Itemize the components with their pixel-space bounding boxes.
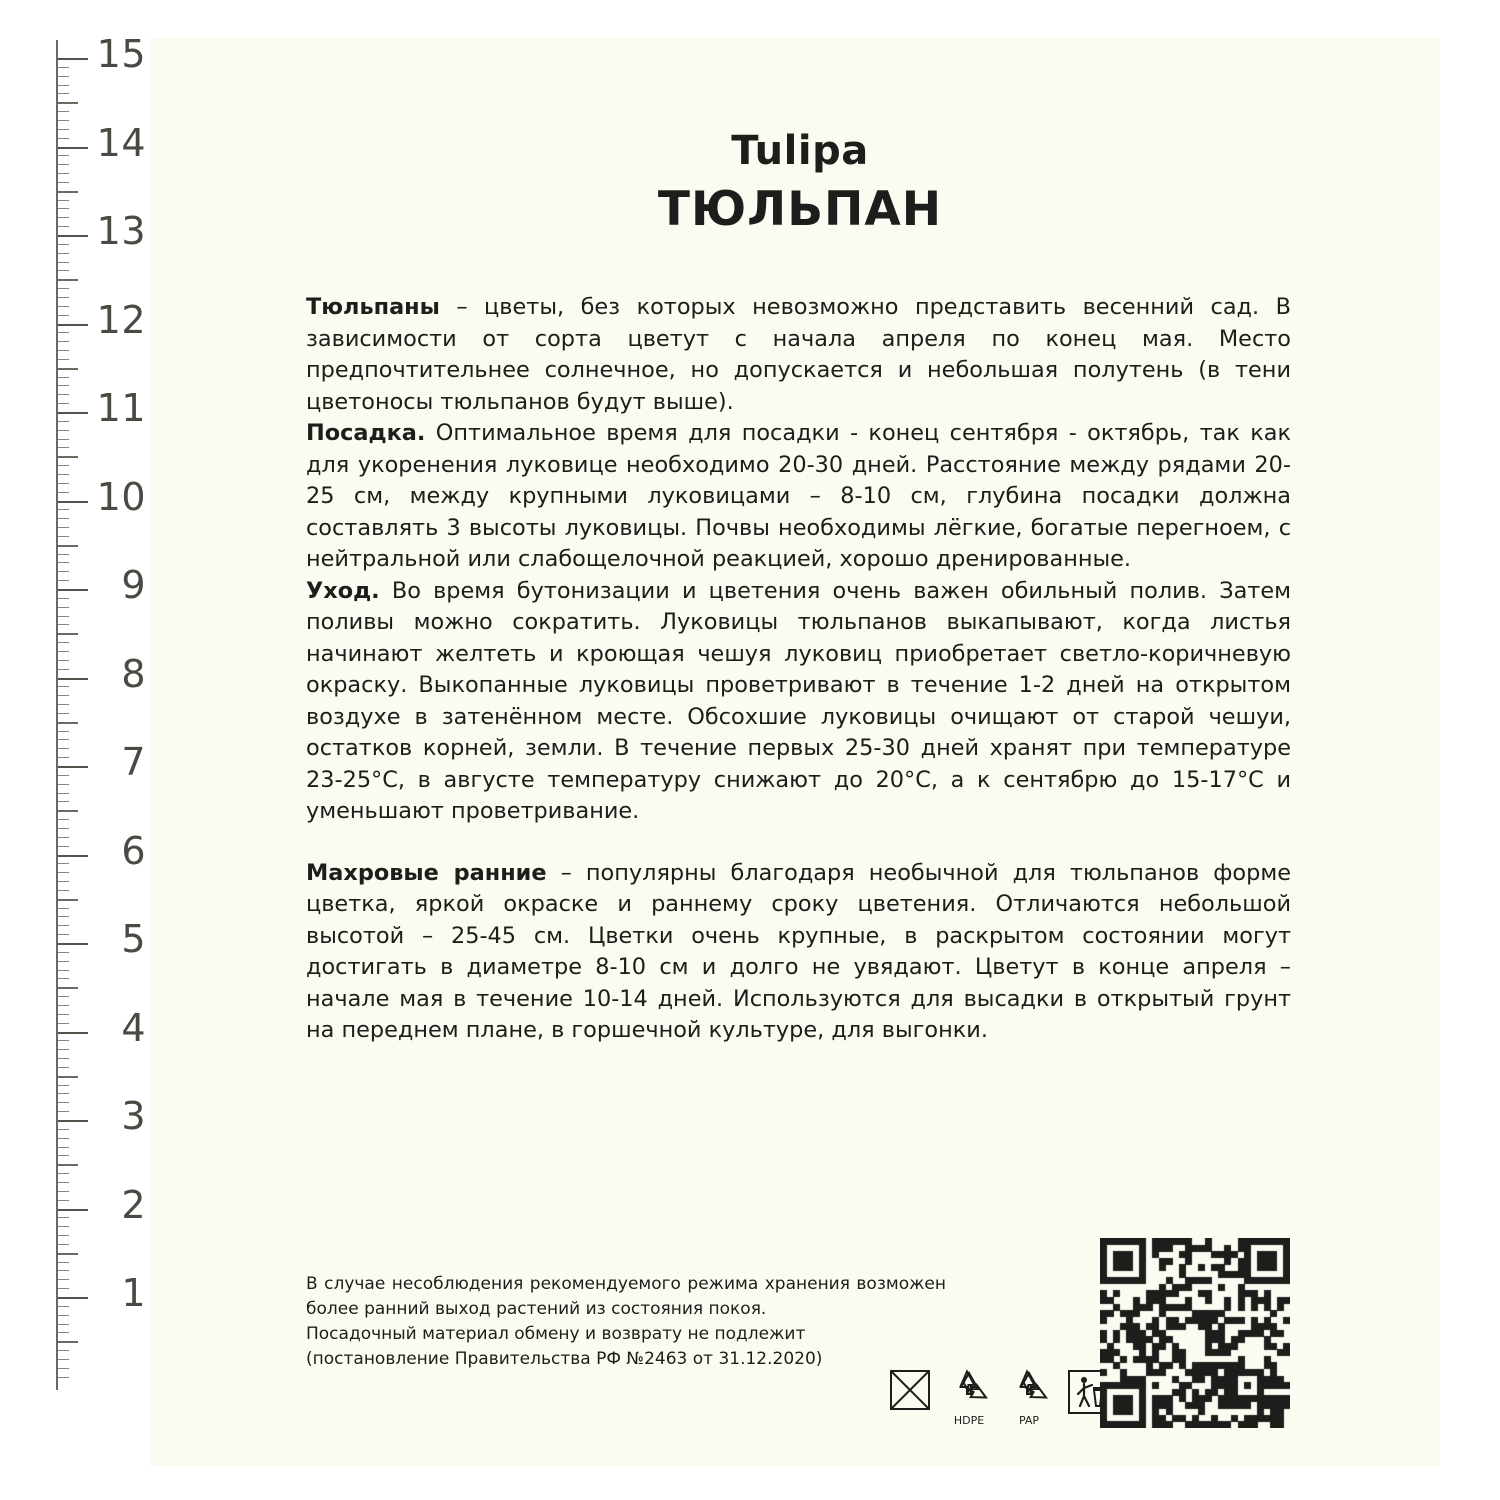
ruler-tick-minor	[58, 155, 69, 156]
ruler-tick-half	[58, 899, 78, 901]
ruler-tick-minor	[58, 1102, 69, 1103]
ruler-tick-minor	[58, 881, 69, 882]
ruler-tick-half	[58, 1076, 78, 1078]
paper-edge-top	[0, 0, 1500, 38]
ruler-tick-minor	[58, 1377, 69, 1378]
paragraph-lead: Посадка.	[306, 420, 426, 446]
ruler-tick-minor	[58, 970, 69, 971]
ruler-tick-half	[58, 722, 78, 724]
ruler-label: 14	[96, 120, 146, 165]
ruler-tick-major	[58, 766, 88, 768]
ruler-tick-half	[58, 456, 78, 458]
ruler-tick-minor	[58, 801, 69, 802]
title-block	[300, 128, 1300, 237]
ruler-tick-minor	[58, 173, 69, 174]
paragraph	[306, 858, 1291, 1047]
ruler-tick-minor	[58, 1155, 69, 1156]
recycle-pap-icon	[1006, 1368, 1052, 1427]
ruler-label: 12	[96, 297, 146, 342]
ruler-tick-half	[58, 987, 78, 989]
paper-edge-right	[1440, 0, 1500, 1500]
ruler-tick-minor	[58, 1368, 69, 1369]
ruler-tick-minor	[58, 226, 69, 227]
ruler-tick-minor	[58, 1200, 69, 1201]
ruler-tick-minor	[58, 996, 69, 997]
ruler-tick-minor	[58, 200, 69, 201]
ruler-tick-minor	[58, 332, 69, 333]
ruler-tick-minor	[58, 1324, 69, 1325]
ruler-tick-minor	[58, 262, 69, 263]
ruler-tick-half	[58, 633, 78, 635]
ruler-tick-minor	[58, 916, 69, 917]
ruler-tick-minor	[58, 182, 69, 183]
ruler-tick-minor	[58, 350, 69, 351]
ruler-label: 4	[121, 1005, 146, 1050]
ruler-tick-major	[58, 1209, 88, 1211]
ruler-tick-minor	[58, 138, 69, 139]
paragraph-lead: Махровые ранние	[306, 859, 547, 886]
ruler-tick-minor	[58, 359, 69, 360]
ruler-tick-major	[58, 855, 88, 857]
ruler-tick-minor	[58, 660, 69, 661]
ruler-tick-minor	[58, 306, 69, 307]
ruler-tick-minor	[58, 748, 69, 749]
ruler-tick-minor	[58, 1217, 69, 1218]
ruler-tick-minor	[58, 1023, 69, 1024]
ruler-tick-minor	[58, 217, 69, 218]
ruler-tick-minor	[58, 598, 69, 599]
ruler-tick-minor	[58, 580, 69, 581]
ruler-tick-minor	[58, 76, 69, 77]
do-not-litter-icon	[888, 1368, 932, 1416]
ruler-tick-major	[58, 589, 88, 591]
paragraph-text: – популярны благодаря необычной для тюльпанов форме цветка, яркой окраске и раннему сроку цветения. Отличаются небольшой высотой – 25-45 см. Цветки очень крупные, в раскрытом состоянии могут достигать в диаметре 8-10 см и долго не увядают. Цветут в конце апреля – начале мая в течение 10-14 дней. Используются для высадки в открытый грунт на переднем плане, в горшечной культуре, для выгонки.	[306, 859, 1292, 1043]
ruler-tick-half	[58, 191, 78, 193]
ruler-tick-minor	[58, 1182, 69, 1183]
ruler-tick-major	[58, 1120, 88, 1122]
ruler-tick-minor	[58, 1262, 69, 1263]
ruler-spine	[56, 40, 58, 1390]
ruler-tick-minor	[58, 1085, 69, 1086]
ruler-tick-minor	[58, 527, 69, 528]
ruler-tick-major	[58, 235, 88, 237]
ruler-tick-minor	[58, 624, 69, 625]
ruler-tick-minor	[58, 270, 69, 271]
ruler-tick-minor	[58, 925, 69, 926]
ruler-tick-minor	[58, 1067, 69, 1068]
recycle-hdpe-label: HDPE	[953, 1414, 985, 1427]
ruler-tick-minor	[58, 828, 69, 829]
ruler-tick-half	[58, 1341, 78, 1343]
ruler-tick-minor	[58, 93, 69, 94]
ruler-tick-half	[58, 279, 78, 281]
paragraph-text: Во время бутонизации и цветения очень важен обильный полив. Затем поливы можно сократить. Луковицы тюльпанов выкапывают, когда листья начинают желтеть и кроющая чешуя луковиц приобретает светло-коричневую окраску. Выкопанные луковицы проветривают в течение 1-2 дней на открытом воздухе в затенённом месте. Обсохшие луковицы очищают от старой чешуи, остатков корней, земли. В течение первых 25-30 дней хранят при температуре 23-25°C, в августе температуру снижают до 20°C, а к сентябрю до 15-17°C и уменьшают проветривание.	[306, 577, 1291, 824]
ruler-tick-minor	[58, 784, 69, 785]
paragraph	[306, 292, 1291, 418]
paragraph-lead: Уход.	[306, 577, 380, 604]
ruler-tick-minor	[58, 669, 69, 670]
footer-line-1: В случае несоблюдения рекомендуемого режима хранения возможен более ранний выход растений из состояния покоя.	[306, 1274, 946, 1319]
title-russian: ТЮЛЬПАН	[657, 182, 943, 237]
ruler-tick-major	[58, 412, 88, 414]
ruler-tick-minor	[58, 908, 69, 909]
ruler-tick-minor	[58, 129, 69, 130]
ruler-tick-minor	[58, 739, 69, 740]
ruler-tick-minor	[58, 518, 69, 519]
ruler-label: 10	[96, 474, 146, 519]
ruler-label: 1	[121, 1271, 146, 1315]
ruler-label: 15	[96, 32, 146, 76]
ruler-tick-major	[58, 324, 88, 326]
ruler-tick-major	[58, 1032, 88, 1034]
ruler-tick-minor	[58, 651, 69, 652]
ruler-tick-minor	[58, 1359, 69, 1360]
ruler-tick-minor	[58, 85, 69, 86]
ruler-tick-minor	[58, 208, 69, 209]
ruler-tick-minor	[58, 562, 69, 563]
ruler-tick-minor	[58, 394, 69, 395]
ruler-tick-minor	[58, 837, 69, 838]
ruler-tick-minor	[58, 430, 69, 431]
ruler-tick-minor	[58, 1191, 69, 1192]
ruler-tick-minor	[58, 1058, 69, 1059]
title-latin: Tulipa	[731, 128, 869, 174]
footer-line-2: Посадочный материал обмену и возврату не подлежит (постановление Правительства РФ №2463 от 31.12.2020)	[306, 1324, 823, 1369]
ruler-tick-minor	[58, 863, 69, 864]
ruler-tick-minor	[58, 67, 69, 68]
ruler-tick-minor	[58, 1235, 69, 1236]
ruler-tick-minor	[58, 1270, 69, 1271]
ruler-label: 7	[121, 740, 146, 784]
ruler-tick-minor	[58, 377, 69, 378]
ruler-tick-minor	[58, 731, 69, 732]
ruler-tick-minor	[58, 934, 69, 935]
ruler-label: 11	[96, 386, 146, 430]
ruler-tick-minor	[58, 1332, 69, 1333]
paragraph-text: Оптимальное время для посадки - конец сентября - октябрь, так как для укоренения луковице необходимо 20-30 дней. Расстояние между рядами 20-25 см, между крупными луковицами – 8-10 см, глубина посадки должна составлять 3 высоты луковицы. Почвы необходимы лёгкие, богатые перегноем, с нейтральной или слабощелочной реакцией, хорошо дренированные.	[306, 420, 1291, 572]
ruler-tick-minor	[58, 244, 69, 245]
ruler-tick-minor	[58, 536, 69, 537]
ruler-tick-major	[58, 943, 88, 945]
ruler-tick-minor	[58, 447, 69, 448]
ruler-tick-minor	[58, 465, 69, 466]
ruler-tick-minor	[58, 686, 69, 687]
ruler-tick-minor	[58, 1014, 69, 1015]
ruler-tick-minor	[58, 775, 69, 776]
ruler-tick-minor	[58, 642, 69, 643]
paragraph	[306, 418, 1291, 576]
ruler-tick-minor	[58, 1226, 69, 1227]
ruler-tick-minor	[58, 695, 69, 696]
ruler-tick-minor	[58, 164, 69, 165]
ruler-label: 5	[121, 917, 146, 961]
ruler-tick-half	[58, 102, 78, 104]
ruler-label: 2	[121, 1182, 146, 1227]
ruler-tick-minor	[58, 1350, 69, 1351]
ruler-tick-half	[58, 545, 78, 547]
recycle-hdpe-icon	[946, 1368, 992, 1427]
ruler-tick-minor	[58, 288, 69, 289]
paragraph-gap	[306, 828, 1291, 858]
description-body	[306, 292, 1291, 1047]
ruler-tick-minor	[58, 1005, 69, 1006]
ruler-tick-minor	[58, 616, 69, 617]
ruler-tick-minor	[58, 315, 69, 316]
ruler-tick-minor	[58, 483, 69, 484]
recycle-pap-label: PAP	[1018, 1414, 1040, 1427]
ruler-tick-minor	[58, 341, 69, 342]
footer-notes	[306, 1272, 946, 1372]
ruler-tick-minor	[58, 1306, 69, 1307]
qr-code[interactable]	[1100, 1238, 1290, 1428]
ruler-tick-minor	[58, 1288, 69, 1289]
ruler-label: 6	[121, 828, 146, 873]
ruler-tick-minor	[58, 421, 69, 422]
ruler-tick-minor	[58, 571, 69, 572]
ruler-tick-minor	[58, 1244, 69, 1245]
ruler-label: 13	[96, 209, 146, 253]
ruler-tick-minor	[58, 474, 69, 475]
ruler-tick-major	[58, 678, 88, 680]
ruler-tick-minor	[58, 1049, 69, 1050]
ruler-tick-minor	[58, 554, 69, 555]
symbol-row	[888, 1368, 1088, 1428]
ruler-tick-minor	[58, 1147, 69, 1148]
ruler-tick-major	[58, 147, 88, 149]
ruler-tick-minor	[58, 385, 69, 386]
paper-edge-bottom	[0, 1466, 1500, 1500]
ruler-tick-minor	[58, 961, 69, 962]
ruler-tick-major	[58, 501, 88, 503]
ruler-tick-major	[58, 58, 88, 60]
ruler-tick-minor	[58, 1315, 69, 1316]
ruler-tick-major	[58, 1297, 88, 1299]
ruler-tick-minor	[58, 704, 69, 705]
ruler-tick-minor	[58, 1279, 69, 1280]
ruler-label: 3	[121, 1094, 146, 1138]
ruler-tick-minor	[58, 607, 69, 608]
paragraph	[306, 576, 1291, 828]
ruler-tick-minor	[58, 1173, 69, 1174]
ruler-tick-minor	[58, 872, 69, 873]
ruler-tick-minor	[58, 1129, 69, 1130]
ruler-tick-minor	[58, 1040, 69, 1041]
ruler-label: 8	[121, 651, 146, 696]
ruler-tick-half	[58, 368, 78, 370]
ruler-tick-minor	[58, 1093, 69, 1094]
ruler-tick-minor	[58, 439, 69, 440]
ruler-tick-minor	[58, 793, 69, 794]
ruler-tick-minor	[58, 952, 69, 953]
ruler-tick-minor	[58, 403, 69, 404]
ruler-tick-minor	[58, 253, 69, 254]
ruler-tick-minor	[58, 890, 69, 891]
ruler-tick-half	[58, 810, 78, 812]
ruler-tick-minor	[58, 757, 69, 758]
ruler-tick-minor	[58, 120, 69, 121]
ruler-tick-minor	[58, 492, 69, 493]
paragraph-lead: Тюльпаны	[306, 294, 440, 320]
ruler-tick-minor	[58, 111, 69, 112]
ruler-tick-half	[58, 1253, 78, 1255]
ruler-tick-minor	[58, 509, 69, 510]
ruler-tick-minor	[58, 1111, 69, 1112]
ruler-scale	[24, 32, 164, 1390]
ruler-tick-minor	[58, 1138, 69, 1139]
ruler-label: 9	[121, 563, 146, 607]
ruler-tick-minor	[58, 713, 69, 714]
ruler-tick-half	[58, 1164, 78, 1166]
ruler-tick-minor	[58, 978, 69, 979]
ruler-tick-minor	[58, 846, 69, 847]
paragraph-text: – цветы, без которых невозможно представить весенний сад. В зависимости от сорта цветут с начала апреля по конец мая. Место предпочтительнее солнечное, но допускается и небольшая полутень (в тени цветоносы тюльпанов будут выше).	[306, 294, 1291, 415]
ruler-tick-minor	[58, 819, 69, 820]
ruler-tick-minor	[58, 297, 69, 298]
